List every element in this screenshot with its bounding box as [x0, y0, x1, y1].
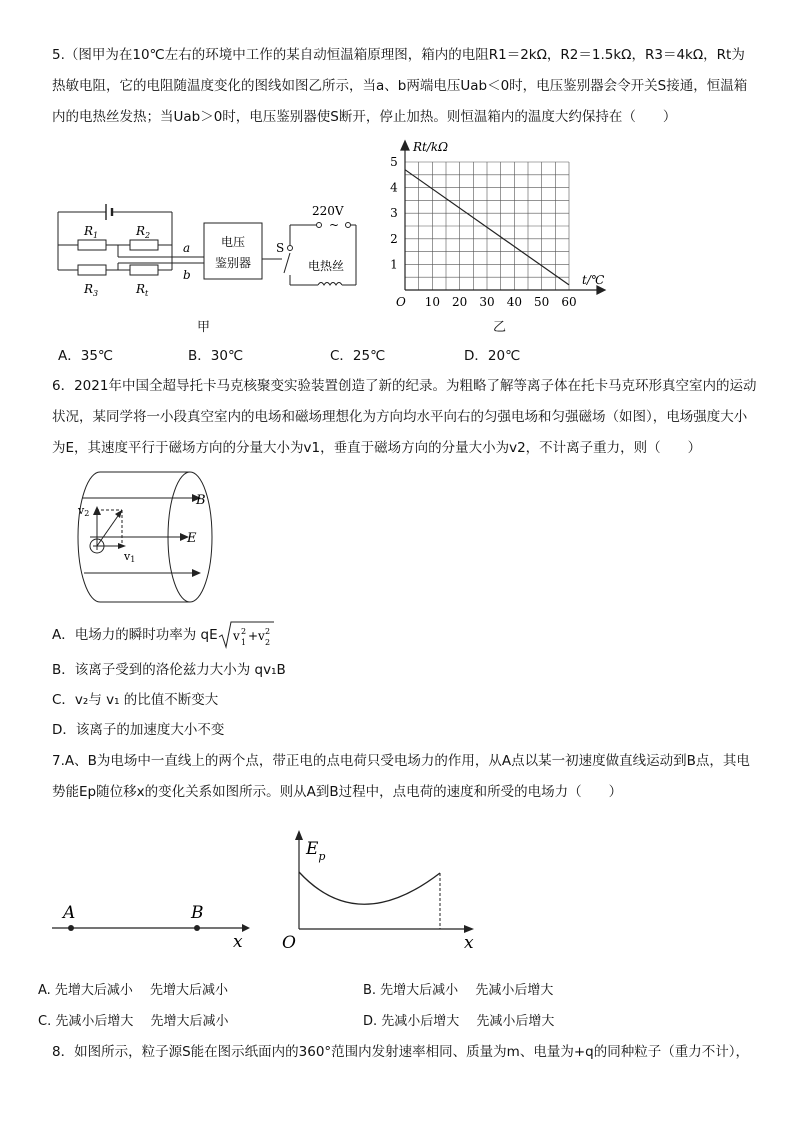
y-tick-label: 5 — [390, 155, 398, 169]
q8-text: 8．如图所示，粒子源S能在图示纸面内的360°范围内发射速率相同、质量为m、电量为+q的同种粒子（重力不计）， — [52, 1044, 749, 1060]
q7-option-c[interactable]: C. 先减小后增大 先增大后减小 — [38, 1014, 229, 1029]
x-tick-label: 10 — [424, 295, 440, 309]
fig-jia-caption: 甲 — [197, 320, 211, 335]
svg-text:v: v — [232, 629, 240, 643]
e-field-label: E — [187, 531, 197, 546]
q7-text: 7.A、B为电场中一直线上的两个点，带正电的点电荷只受电场力的作用，从A点以某一初速度做直线运动到B点，其电势能Ep随位移x的变化关系如图所示。则从A到B过程中，点电荷的速度和所受的电场力（ ） — [52, 753, 750, 800]
chart-origin: O — [396, 295, 406, 309]
v1-label: v1 — [124, 550, 136, 564]
voltage-discriminator-box — [204, 223, 262, 279]
q6-option-d[interactable]: D．该离子的加速度大小不变 — [52, 722, 225, 738]
resistor-rt — [130, 265, 158, 275]
voltage-label: 220V — [312, 204, 344, 218]
q6-option-a-text: A．电场力的瞬时功率为 qE — [52, 627, 218, 643]
x-tick-label: 60 — [561, 295, 577, 309]
svg-text:1: 1 — [240, 638, 246, 647]
box-label-2: 鉴别器 — [214, 256, 252, 270]
v2-label: v2 — [78, 504, 90, 518]
sqrt-formula — [218, 620, 276, 650]
line-x-label: x — [233, 932, 243, 950]
x-tick-label: 20 — [452, 295, 468, 309]
resistor-r2 — [130, 240, 158, 250]
y-tick-label: 4 — [390, 180, 398, 195]
q5-option-a[interactable]: A．35℃ — [58, 348, 114, 364]
q5-text: 5.（图甲为在10℃左右的环境中工作的某自动恒温箱原理图，箱内的电阻R1＝2kΩ，R2＝1.5kΩ，R3＝4kΩ，Rt为热敏电阻，它的电阻随温度变化的图线如图乙所示，当a、b两端电压Uab＜0时，电压鉴别器会令开关S接通，恒温箱内的电热丝发热；当Uab＞0时，电压鉴别器使S断开，停止加热。则恒温箱内的温度大约保持在（ ） — [52, 47, 748, 125]
r2-label: $R_2$ — [136, 224, 151, 240]
y-tick-label: 3 — [390, 206, 398, 221]
q6-option-b[interactable]: B．该离子受到的洛伦兹力大小为 qv₁B — [52, 662, 286, 678]
terminal-a: a — [183, 241, 191, 255]
point-b-label: B — [191, 903, 204, 923]
graph-origin: O — [282, 933, 296, 952]
terminal-b: b — [183, 268, 191, 282]
graph-x-label: x — [464, 933, 474, 952]
x-tick-label: 40 — [506, 295, 522, 309]
ac-symbol: ~ — [329, 218, 340, 232]
ab-line-figure — [50, 895, 260, 950]
svg-text:2: 2 — [264, 627, 270, 636]
svg-text:2: 2 — [264, 638, 270, 647]
plasma-field-figure — [60, 470, 230, 605]
chart-ylabel: Rt/kΩ — [413, 140, 449, 154]
point-a-label: A — [63, 903, 76, 923]
fig-yi-caption: 乙 — [493, 320, 507, 335]
x-tick-label: 30 — [479, 295, 495, 309]
switch-label: S — [276, 241, 285, 255]
q7-option-b[interactable]: B. 先增大后减小 先减小后增大 — [363, 983, 554, 998]
resistor-r3 — [78, 265, 106, 275]
q7-option-d[interactable]: D. 先减小后增大 先减小后增大 — [363, 1014, 555, 1029]
q6-text: 6．2021年中国全超导托卡马克核聚变实验装置创造了新的纪录。为粗略了解等离子体在托卡马克环形真空室内的运动状况，某同学将一小段真空室内的电场和磁场理想化为方向均水平向右的匀强电场和匀强磁场（如图），电场强度大小为E，其速度平行于磁场方向的分量大小为v1，垂直于磁场方向的分量大小为v2，不计离子重力，则（ ） — [52, 378, 757, 456]
b-field-label: B — [196, 493, 206, 508]
r3-label: $R_3$ — [84, 282, 99, 298]
q5-option-d[interactable]: D．20℃ — [464, 348, 521, 364]
svg-text:+v: +v — [247, 629, 265, 643]
resistor-r1 — [78, 240, 106, 250]
rt-temperature-chart — [385, 138, 610, 313]
q5-option-c[interactable]: C．25℃ — [330, 348, 386, 364]
q6-option-a[interactable] — [52, 620, 276, 650]
ep-x-graph — [278, 826, 483, 952]
rt-label: $R_t$ — [136, 282, 149, 298]
q6-option-c[interactable]: C．v₂与 v₁ 的比值不断变大 — [52, 692, 219, 708]
svg-text:2: 2 — [240, 627, 246, 636]
ep-axis-label: $E_p$ — [306, 839, 326, 863]
y-tick-label: 1 — [390, 257, 398, 272]
x-tick-label: 50 — [534, 295, 550, 309]
heater-label: 电热丝 — [307, 259, 345, 273]
r1-label: $R_1$ — [84, 224, 99, 240]
circuit-diagram — [50, 195, 370, 305]
q5-option-b[interactable]: B．30℃ — [188, 348, 244, 364]
chart-xlabel: t/℃ — [582, 273, 605, 287]
y-tick-label: 2 — [390, 231, 398, 246]
q7-option-a[interactable]: A. 先增大后减小 先增大后减小 — [38, 983, 229, 998]
box-label-1: 电压 — [220, 235, 246, 249]
heater-coil — [318, 283, 342, 286]
